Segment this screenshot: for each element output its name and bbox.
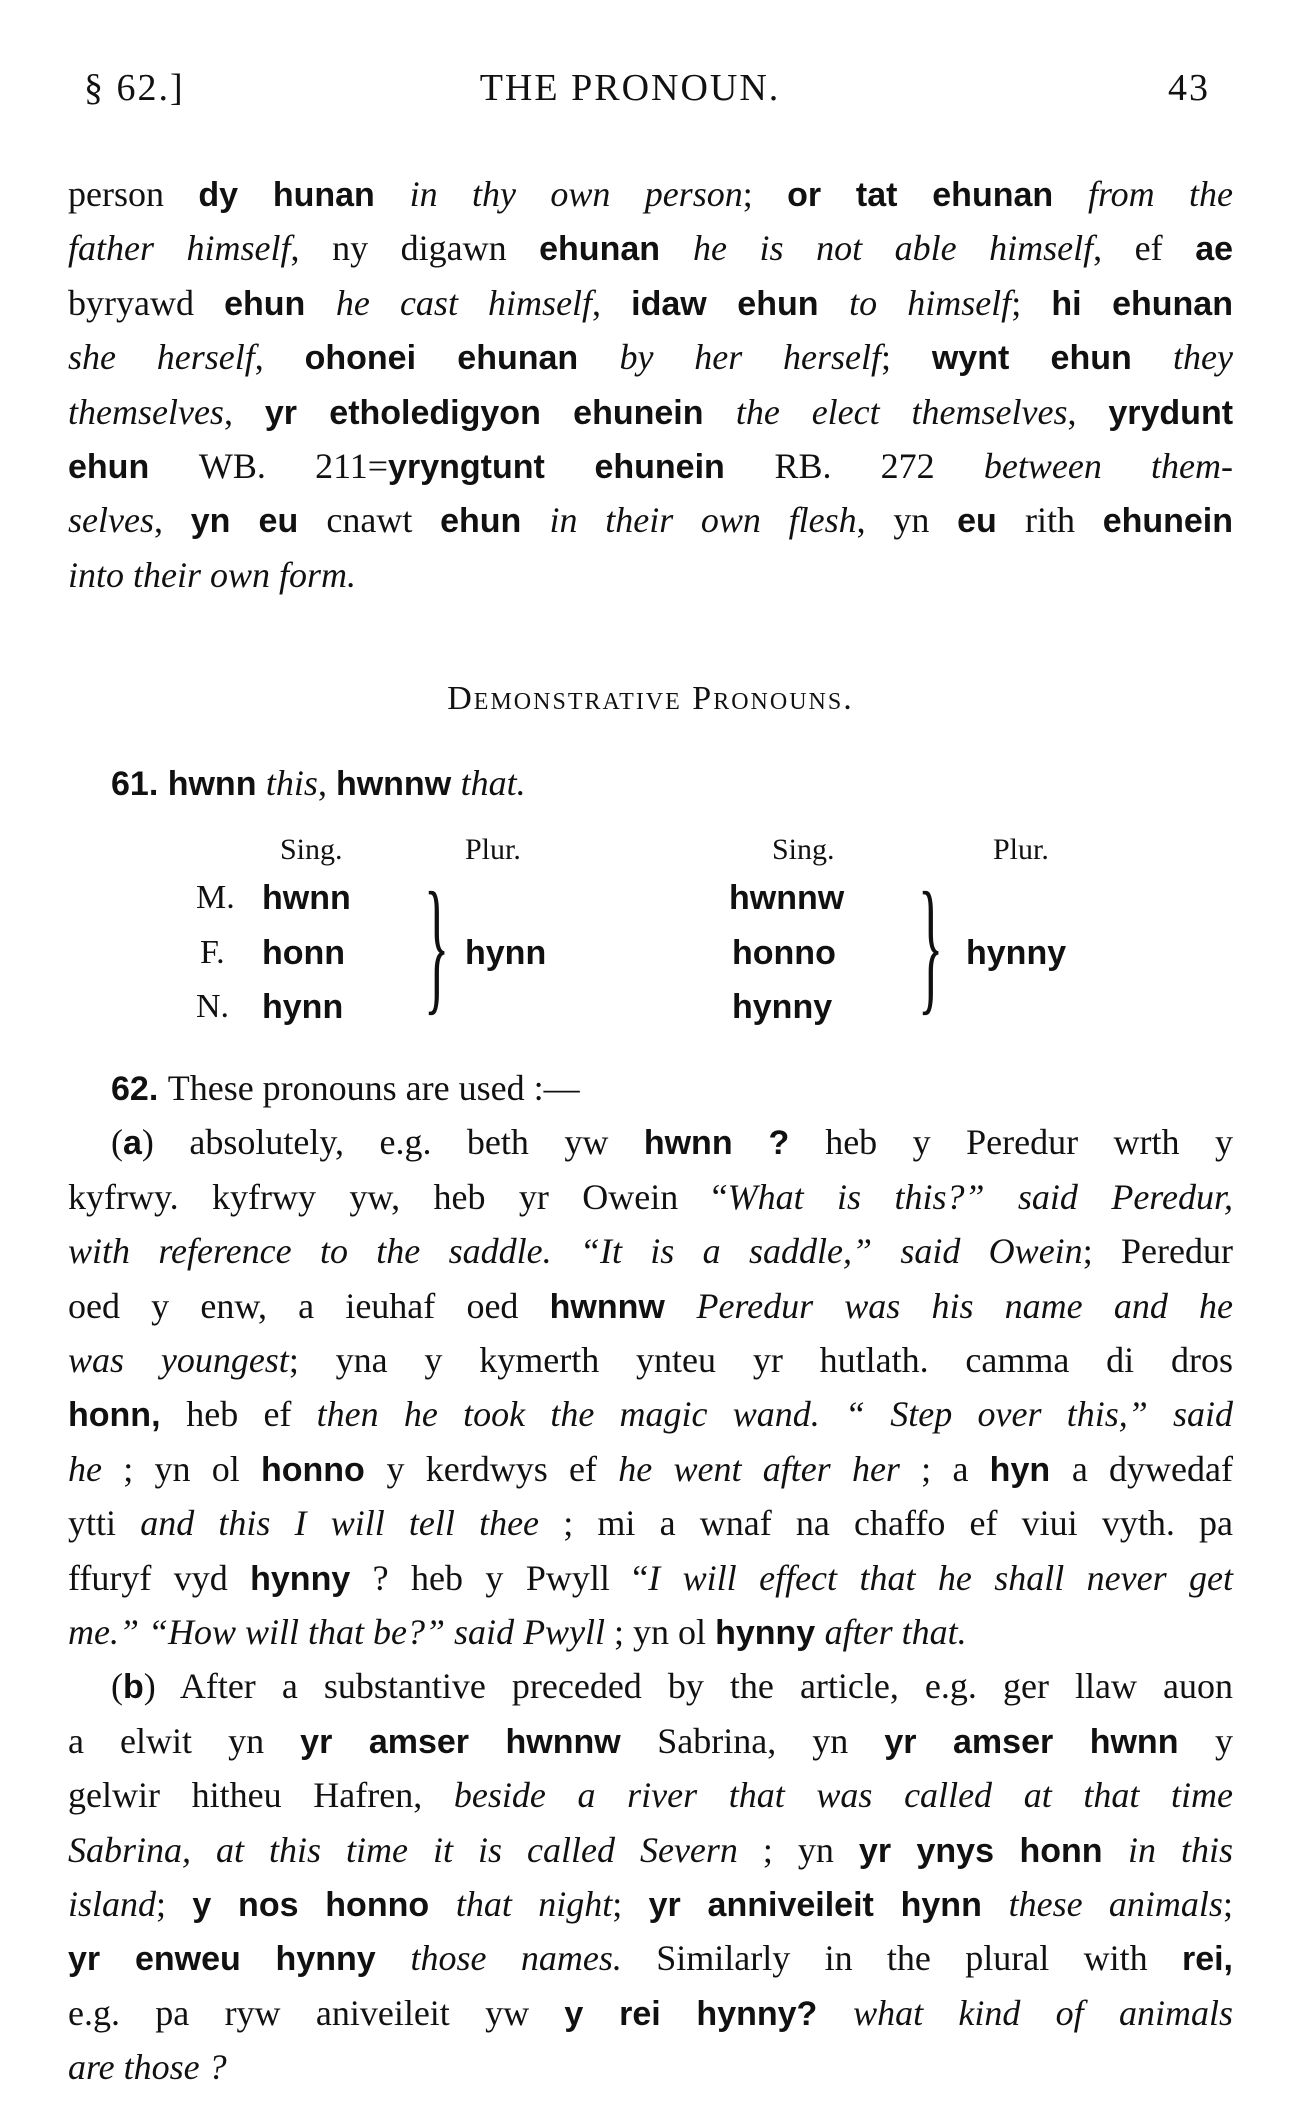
text-line	[68, 1551, 1233, 1605]
text-line	[68, 167, 1233, 221]
form: hwnn	[262, 879, 351, 917]
roman-text: heb y Peredur wrth y	[825, 1122, 1233, 1163]
text-line	[68, 2040, 1233, 2094]
italic-translation: I will effect that he shall never get	[648, 1557, 1233, 1598]
italic-translation: to himself	[849, 282, 1012, 323]
text-line	[68, 493, 1233, 547]
form: honn	[262, 934, 346, 972]
bold-welsh-text: yr enweu hynny	[68, 1940, 411, 1979]
bold-welsh-text: yr amser hwnnw	[300, 1722, 658, 1761]
column-header-sing: Sing.	[772, 833, 835, 866]
roman-text: ;	[1222, 1884, 1233, 1924]
italic-translation: then he took the magic wand. “ Step over this,” said	[316, 1394, 1233, 1435]
bold-welsh-text: hynny	[250, 1559, 351, 1598]
italic-translation: Sabrina, at this time it is called Severn	[68, 1829, 738, 1870]
roman-text: a elwit yn	[68, 1720, 301, 1761]
bold-welsh-text: or tat ehunan	[787, 176, 1088, 214]
form: hwnnw	[729, 879, 845, 917]
roman-text: ; yn	[737, 1829, 859, 1870]
page-number: 43	[1168, 67, 1210, 109]
italic-translation: from the	[1087, 174, 1233, 214]
bold-welsh-text: ohonei ehunan	[304, 339, 620, 378]
italic-translation: this	[265, 763, 318, 803]
bold-welsh-text: dy hunan	[198, 176, 410, 214]
bold-welsh-text: hi ehunan	[1051, 284, 1233, 323]
italic-translation: in their own flesh	[549, 500, 857, 541]
bold-welsh-text: 62.	[111, 1070, 168, 1108]
roman-text: heb ef	[186, 1394, 317, 1435]
roman-text: ,	[1067, 391, 1109, 432]
italic-translation: with reference to the saddle. “It is a saddle,” said Owein	[68, 1231, 1083, 1272]
bold-welsh-text: hwnn ?	[643, 1124, 826, 1163]
bold-welsh-text: yryngtunt ehunein	[388, 448, 775, 486]
brace-icon: }	[424, 862, 450, 1028]
text-line	[68, 330, 1233, 384]
italic-translation: me.” “How will that be?” said Pwyll	[68, 1612, 606, 1652]
roman-text: oed y enw, a ieuhaf oed	[68, 1285, 550, 1326]
roman-text: Sabrina, yn	[657, 1720, 885, 1761]
roman-text: ; a	[899, 1448, 990, 1489]
text-line	[68, 385, 1233, 439]
bold-welsh-text: ehun	[224, 284, 336, 323]
bold-welsh-text: idaw ehun	[631, 284, 850, 323]
page-title: THE PRONOUN.	[479, 67, 781, 109]
italic-translation: that night	[455, 1884, 613, 1924]
bold-welsh-text: 61.	[111, 765, 168, 803]
bold-welsh-text: hwnn	[167, 765, 266, 803]
bold-welsh-text: yr anniveileit hynn	[648, 1886, 1009, 1924]
bold-welsh-text: honno	[260, 1450, 387, 1489]
bold-welsh-text: ae	[1195, 230, 1234, 269]
text-line	[68, 1605, 1233, 1659]
roman-text: , ef	[1093, 228, 1196, 269]
roman-text: e.g. pa ryw aniveileit yw	[68, 1992, 565, 2033]
form: honno	[732, 934, 836, 972]
italic-translation: those names.	[410, 1938, 622, 1979]
text-line	[68, 1170, 1233, 1224]
roman-text: a dywedaf	[1071, 1448, 1233, 1489]
roman-text: kyfrwy. kyfrwy yw, heb yr Owein “	[68, 1176, 728, 1217]
text-line	[68, 1823, 1233, 1877]
roman-text: ;	[156, 1884, 193, 1924]
roman-text: cnawt	[326, 500, 441, 541]
text-line	[68, 1931, 1233, 1985]
italic-translation: by her herself	[619, 337, 882, 378]
bold-welsh-text: eu	[957, 502, 1025, 541]
italic-translation: he is not able himself	[693, 228, 1094, 269]
italic-translation: that.	[460, 763, 526, 803]
text-line	[111, 1115, 1233, 1169]
roman-text: ; yna y kymerth ynteu yr hutlath. camma di dros	[288, 1340, 1233, 1380]
italic-translation: into their own form.	[68, 554, 357, 595]
bold-welsh-text: ehun	[68, 448, 199, 486]
bold-welsh-text: rei,	[1181, 1940, 1234, 1979]
roman-text: , ny digawn	[290, 228, 540, 269]
italic-translation: selves	[68, 500, 154, 541]
text-line	[68, 1442, 1233, 1496]
text-line	[68, 276, 1233, 330]
bold-welsh-text: yr amser hwnn	[884, 1722, 1215, 1761]
text-line	[68, 1496, 1233, 1550]
bold-welsh-text: hwnnw	[549, 1287, 697, 1326]
italic-translation: what kind of animals	[853, 1992, 1234, 2033]
roman-text: ; yn ol	[605, 1612, 716, 1652]
italic-translation: Peredur was his name and he	[696, 1285, 1233, 1326]
italic-translation: in this	[1127, 1829, 1233, 1870]
gender-label: M.	[196, 879, 235, 916]
section-heading: Demonstrative Pronouns.	[447, 680, 854, 717]
form: hynn	[262, 988, 344, 1026]
italic-translation: and this I will tell thee	[140, 1503, 540, 1544]
bold-welsh-text: y nos honno	[192, 1886, 456, 1924]
italic-translation: island	[68, 1884, 157, 1924]
italic-translation: father himself	[68, 228, 291, 269]
roman-text: y	[1215, 1720, 1233, 1761]
italic-translation: he cast himself	[335, 282, 593, 323]
roman-text: , yn	[856, 500, 958, 541]
roman-text: ,	[592, 282, 632, 323]
gender-label: F.	[200, 934, 225, 971]
bold-welsh-text: hwnnw	[335, 765, 461, 803]
italic-translation: beside a river that was called at that time	[453, 1775, 1233, 1816]
text-line	[68, 1768, 1233, 1822]
bold-welsh-text: hyn	[989, 1450, 1072, 1489]
roman-text: ;	[1011, 282, 1052, 323]
roman-text: ytti	[68, 1503, 141, 1544]
text-line	[68, 221, 1233, 275]
italic-translation: he went after her	[618, 1448, 900, 1489]
bold-welsh-text: b	[123, 1668, 144, 1707]
italic-translation: What is this?” said Peredur,	[727, 1176, 1233, 1217]
bold-welsh-text: yr etholedigyon ehunein	[264, 393, 736, 432]
roman-text: ffuryf vyd	[68, 1557, 251, 1598]
roman-text: ; mi a wnaf na chaffo ef viui vyth. pa	[539, 1503, 1233, 1544]
roman-text: ,	[153, 500, 191, 541]
roman-text: RB. 272	[774, 446, 984, 486]
roman-text: ; Peredur	[1082, 1231, 1233, 1272]
bold-welsh-text: y rei hynny?	[564, 1994, 854, 2033]
roman-text: ,	[317, 763, 336, 803]
roman-text: rith	[1024, 500, 1103, 541]
roman-text: ;	[881, 337, 932, 378]
text-line	[111, 756, 1233, 810]
section-reference: § 62.]	[84, 67, 185, 109]
roman-text: ,	[254, 337, 305, 378]
bold-welsh-text: ehunein	[1102, 502, 1234, 541]
italic-translation: he	[68, 1448, 102, 1489]
italic-translation: she herself	[68, 337, 255, 378]
bold-welsh-text: ehun	[440, 502, 550, 541]
bold-welsh-text: yrydunt	[1108, 393, 1234, 432]
roman-text: ;	[742, 174, 788, 214]
roman-text: These pronouns are used :—	[167, 1068, 580, 1108]
text-line	[68, 1279, 1233, 1333]
roman-text: y kerdwys ef	[386, 1448, 619, 1489]
roman-text: ) absolutely, e.g. beth yw	[141, 1122, 644, 1163]
column-header-sing: Sing.	[280, 833, 343, 866]
italic-translation: are those ?	[68, 2047, 227, 2088]
roman-text: (	[111, 1666, 123, 1707]
bold-welsh-text: yr ynys honn	[858, 1831, 1128, 1870]
roman-text: ; yn ol	[101, 1448, 261, 1489]
text-line	[68, 1877, 1233, 1931]
brace-icon: }	[918, 862, 944, 1028]
bold-welsh-text: ehunan	[539, 230, 694, 269]
roman-text: ,	[223, 391, 265, 432]
italic-translation: themselves	[68, 391, 224, 432]
bold-welsh-text: hynny	[715, 1614, 825, 1652]
italic-translation: was youngest	[68, 1340, 289, 1380]
gender-label: N.	[196, 988, 230, 1025]
roman-text: ) After a substantive preceded by the article, e.g. ger llaw auon	[143, 1666, 1233, 1707]
roman-text: ;	[612, 1884, 649, 1924]
form: hynny	[732, 988, 833, 1026]
bold-welsh-text: honn,	[68, 1396, 187, 1435]
text-line	[68, 1714, 1233, 1768]
plural-form: hynny	[966, 934, 1067, 972]
roman-text: person	[68, 174, 199, 214]
italic-translation: the elect themselves	[735, 391, 1068, 432]
italic-translation: in thy own person	[409, 174, 743, 214]
text-line	[68, 1986, 1233, 2040]
plural-form: hynn	[465, 934, 547, 972]
column-header-plur: Plur.	[465, 833, 521, 866]
roman-text: (	[111, 1122, 123, 1163]
bold-welsh-text: yn eu	[190, 502, 327, 541]
text-line	[68, 1224, 1233, 1278]
roman-text: WB. 211=	[198, 446, 389, 486]
roman-text: Similarly in the plural with	[621, 1938, 1182, 1979]
text-line	[68, 439, 1233, 493]
italic-translation: they	[1173, 337, 1233, 378]
bold-welsh-text: a	[123, 1124, 142, 1163]
roman-text: gelwir hitheu Hafren,	[68, 1775, 454, 1816]
bold-welsh-text: wynt ehun	[931, 339, 1174, 378]
text-line	[111, 1061, 1233, 1115]
text-line	[68, 548, 1233, 602]
roman-text: ? heb y Pwyll “	[350, 1557, 649, 1598]
italic-translation: these animals	[1008, 1884, 1223, 1924]
roman-text: byryawd	[68, 282, 225, 323]
text-line	[68, 1333, 1233, 1387]
italic-translation: between them-	[983, 446, 1234, 486]
text-line	[111, 1659, 1233, 1713]
text-line	[68, 1387, 1233, 1441]
column-header-plur: Plur.	[993, 833, 1049, 866]
italic-translation: after that.	[824, 1612, 967, 1652]
